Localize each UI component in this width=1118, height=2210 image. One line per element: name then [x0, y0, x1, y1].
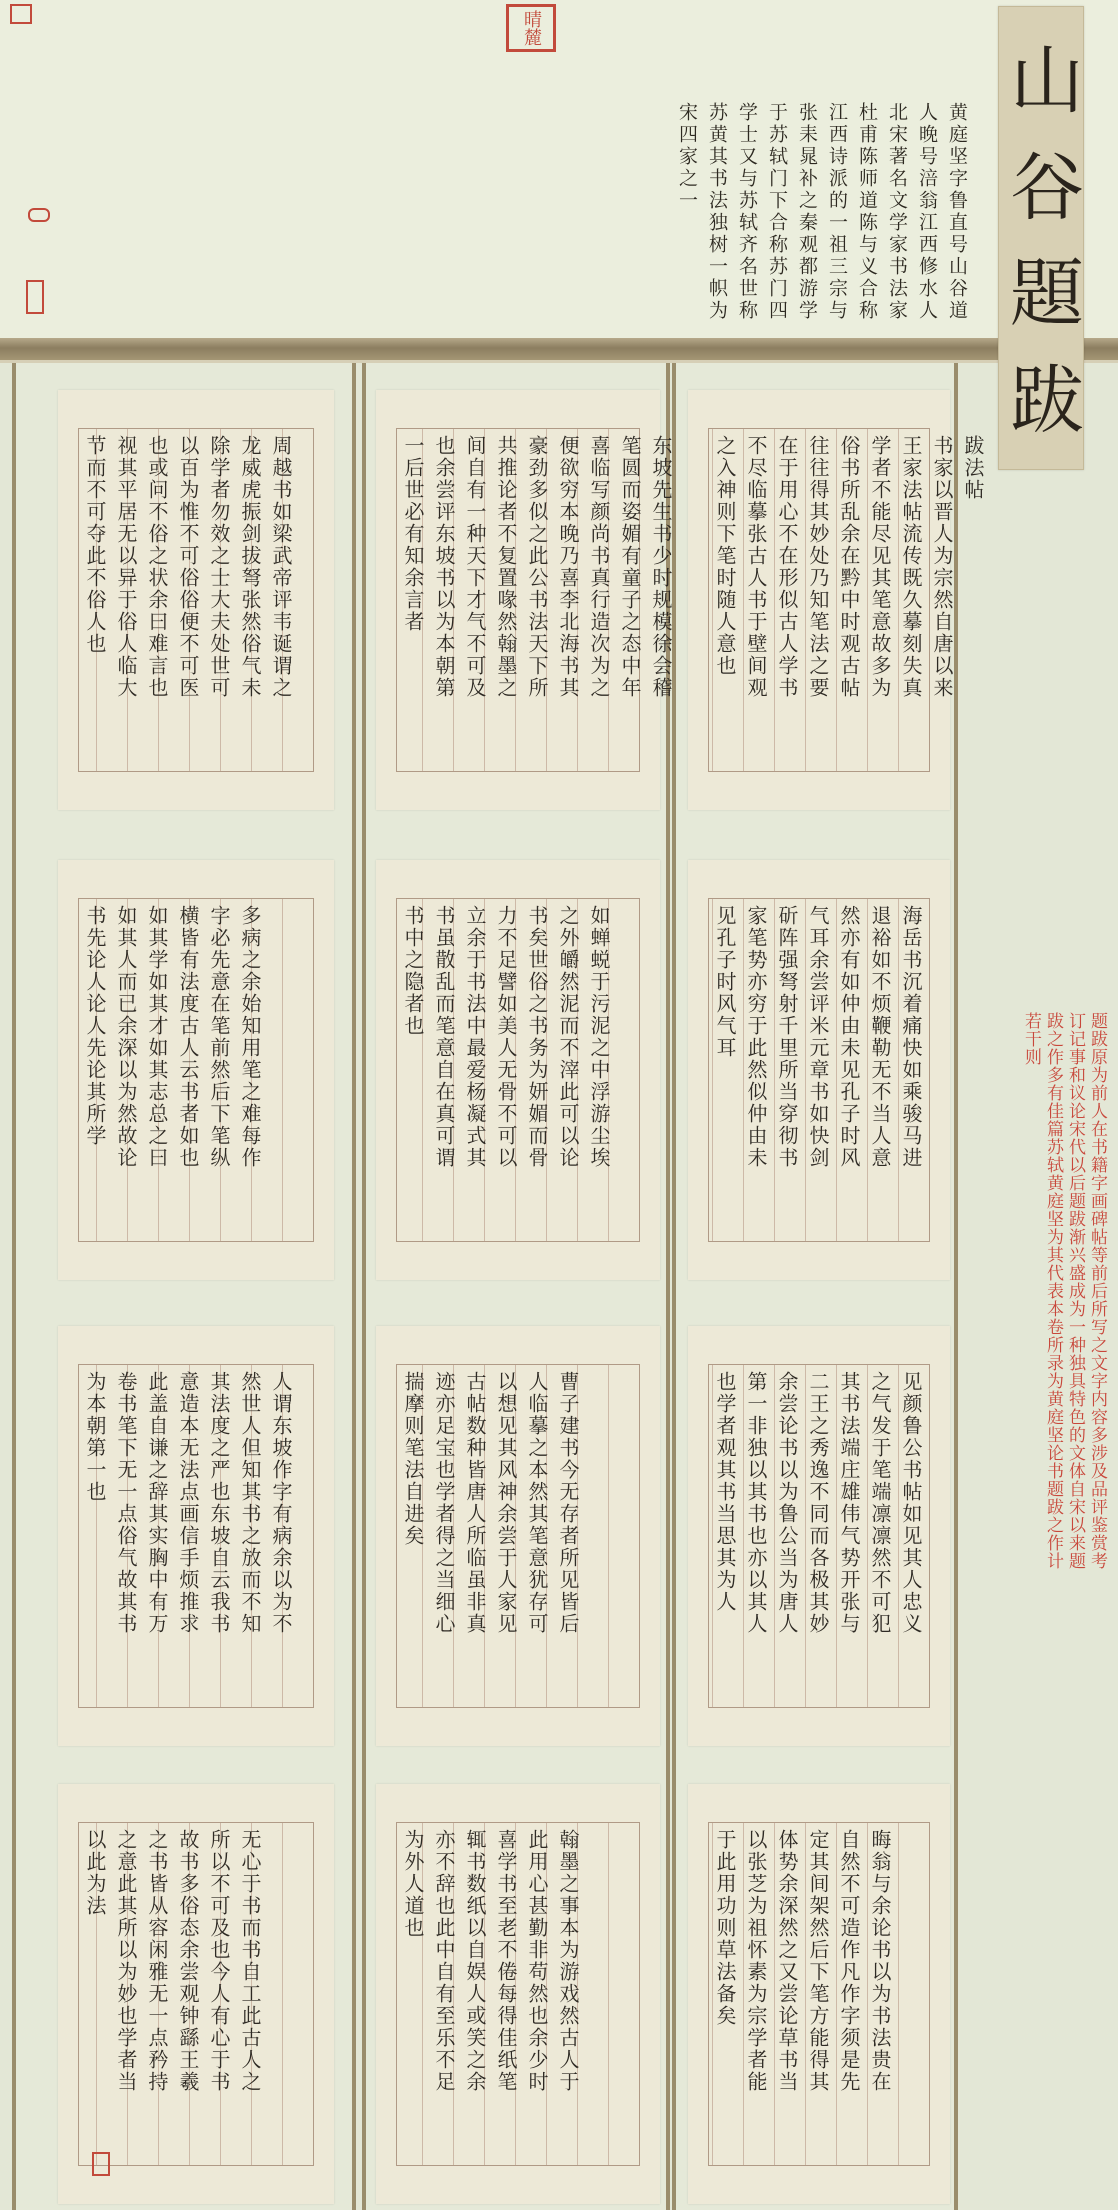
page-8-text: 翰墨之事本为游戏然古人于 此用心甚勤非苟然也余少时 喜学书至老不倦每得佳纸笔 辄书数纸以自娱人或笑之余 亦不辞也此中自有至乐不足 为外人道也: [401, 1829, 580, 2093]
page-9-frame: [78, 428, 314, 772]
seal-left-bottom: [26, 280, 44, 314]
page-5: [376, 390, 673, 810]
page-12: [58, 1784, 334, 2204]
page-4: [688, 1784, 950, 2204]
page-11-text: 人谓东坡作字有病余以为不 然世人但知其书之放而不知 其法度之严也东坡自云我书 意造本无法点画信手烦推求 此盖自谦之辞其实胸中有万 卷书笔下无一点俗气故其书 为本朝第一也: [83, 1371, 293, 1635]
title-char-4: 跋: [998, 360, 1084, 435]
colophon-text: 黄庭坚字鲁直号山谷道人晚号涪翁江西修水人北宋著名文学家书法家杜甫陈师道陈与义合称江西诗派的一祖三宗与张耒晁补之秦观都游学于苏轼门下合称苏门四学士又与苏轼齐名世称苏黄其书法独树一帜为宋四家之一: [676, 102, 968, 322]
mounting-border: [0, 338, 1118, 360]
page-2: [688, 860, 950, 1280]
page-9: [58, 390, 334, 810]
page-5-frame: [396, 428, 673, 772]
page-12-text: 无心于书而书自工此古人之 所以不可及也今人有心于书 故书多俗态余尝观钟繇王羲 之书皆从容闲雅无一点矜持 之意此其所以为妙也学者当 以此为法: [83, 1829, 262, 2093]
page-2-frame: [708, 898, 930, 1242]
page-2-text: 海岳书沉着痛快如乘骏马进 退裕如不烦鞭勒无不当人意 然亦有如仲由未见孔子时风 气耳余尝评米元章书如快剑 斫阵强弩射千里所当穿彻书 家笔势亦穷于此然似仲由未 见孔子时风气耳: [713, 905, 923, 1169]
page-5-text: 东坡先生书少时规模徐会稽 笔圆而姿媚有童子之态中年 喜临写颜尚书真行造次为之 便欲穷本晚乃喜李北海书其 豪劲多似之此公书法天下所 共推论者不复置喙然翰墨之 间自有一种天下才气不可及 也余尝评东坡书以为本朝第 一后世必有知余言者: [401, 435, 673, 699]
page-7: [376, 1326, 660, 1746]
page-8-frame: [396, 1822, 640, 2166]
page-1-text: 跋法帖 书家以晋人为宗然自唐以来 王家法帖流传既久摹刻失真 学者不能尽见其笔意故多为 俗书所乱余在黔中时观古帖 往往得其妙处乃知笔法之要 在于用心不在形似古人学书 不尽临摹张古人书于壁间观 之入神则下笔时随人意也: [713, 435, 985, 699]
page-10-frame: [78, 898, 314, 1242]
seal-signature: [92, 2152, 110, 2176]
page-8: [376, 1784, 660, 2204]
page-1-frame: [708, 428, 985, 772]
red-annotation: 题跋原为前人在书籍字画碑帖等前后所写之文字内容多涉及品评鉴赏考订记事和议论宋代以后题跋渐兴盛成为一种独具特色的文体自宋以来题跋之作多有佳篇苏轼黄庭坚为其代表本卷所录为黄庭坚论书题跋之作计若干则: [1021, 1012, 1107, 1570]
page-4-text: 晦翁与余论书以为书法贵在 自然不可造作凡作字须是先 定其间架然后下笔方能得其 体势余深然之又尝论草书当 以张芝为祖怀素为宗学者能 于此用功则草法备矣: [713, 1829, 892, 2093]
page-7-text: 曹子建书今无存者所见皆后 人临摹之本然其笔意犹存可 以想见其风神余尝于人家见 古帖数种皆唐人所临虽非真 迹亦足宝也学者得之当细心 揣摩则笔法自进矣: [401, 1371, 580, 1635]
title-char-2: 谷: [998, 147, 1084, 222]
title-label: [998, 6, 1084, 470]
seal-top-text: 晴麓: [521, 10, 542, 46]
page-1: [688, 390, 985, 810]
page-3-text: 见颜鲁公书帖如见其人忠义 之气发于笔端凛凛然不可犯 其书法端庄雄伟气势开张与 二王之秀逸不同而各极其妙 余尝论书以为鲁公当为唐人 第一非独以其书也亦以其人 也学者观其书当思其为人: [713, 1371, 923, 1635]
page-3-frame: [708, 1364, 930, 1708]
seal-left-top: [10, 4, 32, 24]
page-12-frame: [78, 1822, 314, 2166]
page-9-text: 周越书如梁武帝评韦诞谓之 龙威虎振剑拔弩张然俗气未 除学者勿效之士大夫处世可 以百为惟不可俗俗便不可医 也或问不俗之状余曰难言也 视其平居无以异于俗人临大 节而不可夺此不俗人也: [83, 435, 293, 699]
page-10: [58, 860, 334, 1280]
seal-left-mid: [28, 208, 50, 222]
page-3: [688, 1326, 950, 1746]
page-11-frame: [78, 1364, 314, 1708]
page-10-text: 多病之余始知用笔之难每作 字必先意在笔前然后下笔纵 横皆有法度古人云书者如也 如其学如其才如其志总之曰 如其人而已余深以为然故论 书先论人论人先论其所学: [83, 905, 262, 1169]
page-6-text: 如蝉蜕于污泥之中浮游尘埃 之外皭然泥而不滓此可以论 书矣世俗之书务为妍媚而骨 力不足譬如美人无骨不可以 立余于书法中最爱杨凝式其 书虽散乱而笔意自在真可谓 书中之隐者也: [401, 905, 611, 1169]
page-11: [58, 1326, 334, 1746]
page-4-frame: [708, 1822, 930, 2166]
title-char-1: 山: [998, 41, 1084, 116]
page-6: [376, 860, 660, 1280]
seal-top: [506, 4, 556, 52]
page-6-frame: [396, 898, 640, 1242]
title-char-3: 題: [998, 254, 1084, 329]
page-7-frame: [396, 1364, 640, 1708]
